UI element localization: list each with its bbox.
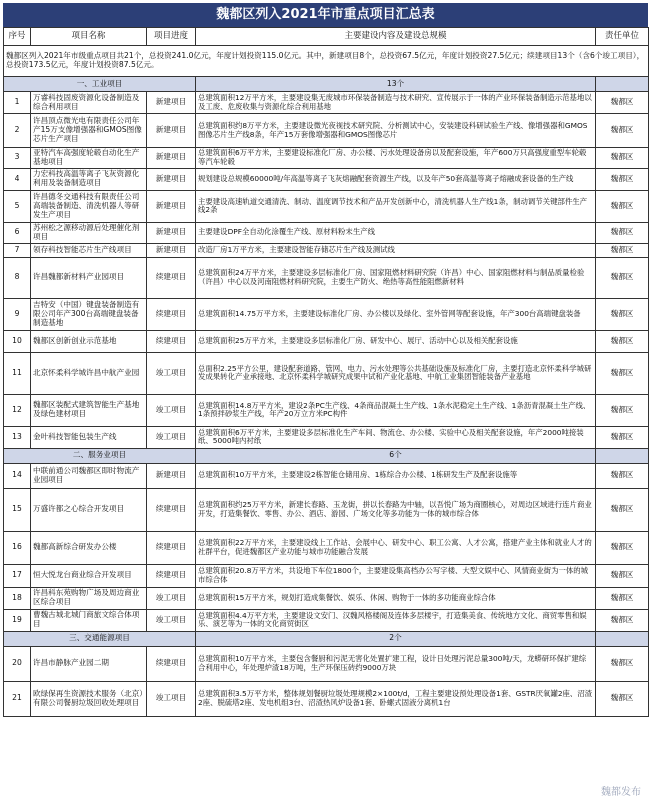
row-seq: 6 [4, 222, 31, 243]
table-row [4, 222, 649, 243]
row-progress: 新建项目 [147, 114, 196, 148]
row-project-name: 中联前通公司魏都区即时物流产业园项目 [31, 463, 147, 488]
section-row [4, 631, 649, 646]
row-project-name: 万盛许都之心综合开发项目 [31, 488, 147, 531]
summary-intro: 魏都区列入2021年市级重点项目共21个，总投资241.0亿元，年度计划投资115.0亿元。其中，新建项目8个，总投资67.5亿元，年度计划投资27.5亿元；续建项目13个（含6个竣工项目），总投资173.5亿元，年度计划投资87.5亿元。 [4, 46, 649, 77]
row-content: 总建筑面积14.8万平方米，建设2条PC生产线、4条商品混凝土生产线、1条水泥稳定土生产线、1条沥青混凝土生产线、1条预拌砂浆生产线，年产20万立方米PC构件 [196, 394, 596, 426]
row-project-name: 北京怀柔科学城许昌中航产业园 [31, 352, 147, 394]
row-seq: 15 [4, 488, 31, 531]
table-row [4, 114, 649, 148]
header-seq: 序号 [4, 28, 31, 46]
row-progress: 续建项目 [147, 330, 196, 352]
row-content: 总面积2.25平方公里，建设配套道路、管网、电力、污水处理等公共基础设施及标准化厂房，主要打造北京怀柔科学城研发成果转化产业承接地、北京怀柔科学城研究成果中试和产业化基地、中航工业集团智能装备产业基地 [196, 352, 596, 394]
row-content: 总建筑面积10万平方米，主要建设2栋智能仓储用房、1栋综合办公楼、1栋研发生产及配套设施等 [196, 463, 596, 488]
table-row [4, 330, 649, 352]
row-unit: 魏都区 [596, 190, 649, 222]
row-unit: 魏都区 [596, 488, 649, 531]
row-unit: 魏都区 [596, 609, 649, 631]
table-row [4, 190, 649, 222]
row-project-name: 曹魏古城北城门商旅文综合体项目 [31, 609, 147, 631]
row-seq: 21 [4, 681, 31, 716]
row-content: 主要建设高速轨道交通清洗、制动、温度调节技术和产品开发创新中心，清洗机器人生产线1条，制动调节关键部件生产线2条 [196, 190, 596, 222]
row-project-name: 领存科技智能芯片生产线项目 [31, 243, 147, 257]
table-row [4, 646, 649, 681]
row-content: 总建筑面积10万平方米，主要包含餐厨和污泥无害化处置扩建工程，设计日处理污泥总量300吨/天，龙蟒研环保扩建综合利用中心，年处理炉渣18万吨，生产环保压砖约9000万块 [196, 646, 596, 681]
section-count: 2个 [196, 631, 596, 646]
section-blank [596, 448, 649, 463]
table-row [4, 257, 649, 298]
row-content: 总建筑面积约25万平方米，新建长春路、玉龙街，拼以长春路为中轴，以吾悦广场为商圈核心，对周边区域进行连片商业开发，打造集餐饮、零售、办公、酒店、游园、广场文化等多功能为一体的城市综合体 [196, 488, 596, 531]
row-progress: 续建项目 [147, 488, 196, 531]
row-seq: 19 [4, 609, 31, 631]
project-table [3, 27, 649, 717]
row-project-name: 许昌市静脉产业园二期 [31, 646, 147, 681]
header-name: 项目名称 [31, 28, 147, 46]
row-project-name: 许昌顶点微光电有限责任公司年产15万支像增强器和GMOS图像芯片生产项目 [31, 114, 147, 148]
row-unit: 魏都区 [596, 681, 649, 716]
watermark: 魏都发布 [601, 783, 641, 798]
row-unit: 魏都区 [596, 168, 649, 190]
row-unit: 魏都区 [596, 646, 649, 681]
table-row [4, 564, 649, 587]
section-label: 三、交通能源项目 [4, 631, 196, 646]
row-project-name: 恒大悦龙台商业综合开发项目 [31, 564, 147, 587]
row-progress: 竣工项目 [147, 352, 196, 394]
row-progress: 新建项目 [147, 92, 196, 114]
row-progress: 新建项目 [147, 463, 196, 488]
row-project-name: 亚特汽车高强度轮毂自动化生产基地项目 [31, 148, 147, 169]
row-content: 总建筑面积25万平方米，主要建设多层标准化厂房、研发中心、展厅、活动中心以及相关配套设施 [196, 330, 596, 352]
row-content: 规划建设总规模60000吨/年高温等离子飞灰熔融配套资源生产线，以及年产50套高温等离子熔融成套设备的生产线 [196, 168, 596, 190]
row-seq: 7 [4, 243, 31, 257]
row-seq: 9 [4, 298, 31, 330]
table-row [4, 148, 649, 169]
header-unit: 责任单位 [596, 28, 649, 46]
row-progress: 新建项目 [147, 190, 196, 222]
row-project-name: 魏都高新综合研发办公楼 [31, 531, 147, 564]
row-unit: 魏都区 [596, 114, 649, 148]
row-progress: 新建项目 [147, 148, 196, 169]
header-progress: 项目进度 [147, 28, 196, 46]
row-seq: 5 [4, 190, 31, 222]
section-blank [596, 77, 649, 92]
row-project-name: 万睿科技固废资源化设备制造及综合利用项目 [31, 92, 147, 114]
row-seq: 10 [4, 330, 31, 352]
row-content: 总建筑面积24万平方米，主要建设多层标准化厂房、国家阻燃材料研究院（许昌）中心、国家阻燃材料与制品质量检验（许昌）中心以及河南阻燃材料研究院，主要生产防火、绝热等高性能阻燃新材料 [196, 257, 596, 298]
table-body [4, 46, 649, 717]
row-content: 总建筑面积6万平方米，主要建设标准化厂房、办公楼、污水处理设备房以及配套设施，年产600万只高强度重型车轮毂等汽车轮毂 [196, 148, 596, 169]
row-progress: 续建项目 [147, 257, 196, 298]
table-row [4, 394, 649, 426]
row-project-name: 力宏科技高温等离子飞灰资源化利用及装备制造项目 [31, 168, 147, 190]
row-unit: 魏都区 [596, 330, 649, 352]
section-row [4, 448, 649, 463]
row-unit: 魏都区 [596, 243, 649, 257]
row-progress: 竣工项目 [147, 587, 196, 609]
table-row [4, 463, 649, 488]
table-row [4, 352, 649, 394]
header-content: 主要建设内容及建设总规模 [196, 28, 596, 46]
section-blank [596, 631, 649, 646]
row-project-name: 许昌德冬交通科技有限责任公司高端装备制造、清洗机器人等研发生产项目 [31, 190, 147, 222]
row-progress: 竣工项目 [147, 394, 196, 426]
row-progress: 续建项目 [147, 531, 196, 564]
row-project-name: 许昌科东苑购物广场及周边商业区综合项目 [31, 587, 147, 609]
section-label: 一、工业项目 [4, 77, 196, 92]
row-unit: 魏都区 [596, 587, 649, 609]
row-progress: 竣工项目 [147, 681, 196, 716]
table-row [4, 298, 649, 330]
table-row [4, 681, 649, 716]
row-content: 总建筑面积6万平方米，主要建设多层标准化生产车间、物流仓、办公楼、实验中心及相关配套设施，年产2000吨接装纸、5000吨内衬纸 [196, 426, 596, 448]
row-progress: 竣工项目 [147, 426, 196, 448]
table-row [4, 168, 649, 190]
row-unit: 魏都区 [596, 394, 649, 426]
section-count: 13个 [196, 77, 596, 92]
page-title: 魏都区列入2021年市重点项目汇总表 [3, 3, 648, 27]
row-content: 总建筑面积3.5万平方米，整体规划餐厨垃圾处理规模2×100t/d，工程主要建设预处理设备1套、GSTR厌氧罐2座、沼渣2座、脱硫塔2座、发电机组3台、沼渣热风炉设备1套、卧螺式固液分离机1台 [196, 681, 596, 716]
row-seq: 14 [4, 463, 31, 488]
row-unit: 魏都区 [596, 426, 649, 448]
row-project-name: 魏都区装配式建筑智能生产基地及绿色建材项目 [31, 394, 147, 426]
row-unit: 魏都区 [596, 531, 649, 564]
row-project-name: 许昌魏都新材料产业园项目 [31, 257, 147, 298]
row-content: 总建筑面积15万平方米，规划打造成集餐饮、娱乐、休闲、购物于一体的多功能商业综合体 [196, 587, 596, 609]
table-row [4, 488, 649, 531]
row-seq: 11 [4, 352, 31, 394]
row-unit: 魏都区 [596, 222, 649, 243]
row-unit: 魏都区 [596, 564, 649, 587]
table-header-row [4, 28, 649, 46]
row-content: 总建筑面积12万平方米，主要建设集无废城市环保装备制造与技术研究、宣传展示于一体的产业环保装备制造示范基地以及工废、危废收集与资源化综合利用基地 [196, 92, 596, 114]
row-seq: 1 [4, 92, 31, 114]
table-row [4, 609, 649, 631]
row-progress: 新建项目 [147, 243, 196, 257]
row-progress: 竣工项目 [147, 609, 196, 631]
row-unit: 魏都区 [596, 92, 649, 114]
row-seq: 4 [4, 168, 31, 190]
row-unit: 魏都区 [596, 257, 649, 298]
row-progress: 续建项目 [147, 564, 196, 587]
table-row [4, 531, 649, 564]
row-project-name: 金叶科技智能包装生产线 [31, 426, 147, 448]
table-row [4, 243, 649, 257]
row-project-name: 欧绿保再生资源技术服务（北京）有限公司餐厨垃圾回收处理项目 [31, 681, 147, 716]
section-count: 6个 [196, 448, 596, 463]
row-seq: 20 [4, 646, 31, 681]
row-progress: 续建项目 [147, 646, 196, 681]
row-unit: 魏都区 [596, 463, 649, 488]
row-seq: 16 [4, 531, 31, 564]
row-seq: 3 [4, 148, 31, 169]
section-row [4, 77, 649, 92]
row-progress: 续建项目 [147, 298, 196, 330]
row-content: 改造厂房1万平方米，主要建设智能存储芯片生产线及测试线 [196, 243, 596, 257]
row-progress: 新建项目 [147, 168, 196, 190]
row-unit: 魏都区 [596, 298, 649, 330]
row-content: 总建筑面积14.75万平方米，主要建设标准化厂房、办公楼以及绿化、室外管网等配套设施，年产300台高端键盘装备 [196, 298, 596, 330]
row-project-name: 吉特安（中国）键盘装备制造有限公司年产300台高端键盘装备制造基地 [31, 298, 147, 330]
row-seq: 17 [4, 564, 31, 587]
row-content: 总建筑面积4.4万平方米，主要建设文安门、汉魏风格楼阁及连体多层楼宇，打造集美食、传统地方文化、商贸零售和娱乐、演艺等为一体的文化商贸街区 [196, 609, 596, 631]
row-content: 总建筑面积约8万平方米，主要建设微光夜视技术研究院、分析测试中心，安装建设科研试验生产线、像增强器和GMOS图像芯片生产线8条，年产15万套像增强器和GMOS图像芯片 [196, 114, 596, 148]
row-seq: 8 [4, 257, 31, 298]
section-label: 二、服务业项目 [4, 448, 196, 463]
row-seq: 18 [4, 587, 31, 609]
row-content: 总建筑面积22万平方米，主要建设线上工作站、会展中心、研发中心、职工公寓、人才公寓，搭建产业主体和就业人才的社群平台，促进魏都区产业功能与城市功能融合发展 [196, 531, 596, 564]
table-row [4, 426, 649, 448]
table-row [4, 92, 649, 114]
row-unit: 魏都区 [596, 148, 649, 169]
row-content: 主要建设DPF全自动化涂覆生产线、原材料粉末生产线 [196, 222, 596, 243]
row-seq: 12 [4, 394, 31, 426]
row-project-name: 苏州松之源移动源后处理催化剂项目 [31, 222, 147, 243]
row-project-name: 魏都区创新创业示范基地 [31, 330, 147, 352]
table-row [4, 587, 649, 609]
row-seq: 13 [4, 426, 31, 448]
row-unit: 魏都区 [596, 352, 649, 394]
row-content: 总建筑面积20.8万平方米，共设地下车位1800个，主要建设集高档办公写字楼、大型文娱中心、风情商业街为一体的城市综合体 [196, 564, 596, 587]
row-seq: 2 [4, 114, 31, 148]
row-progress: 新建项目 [147, 222, 196, 243]
